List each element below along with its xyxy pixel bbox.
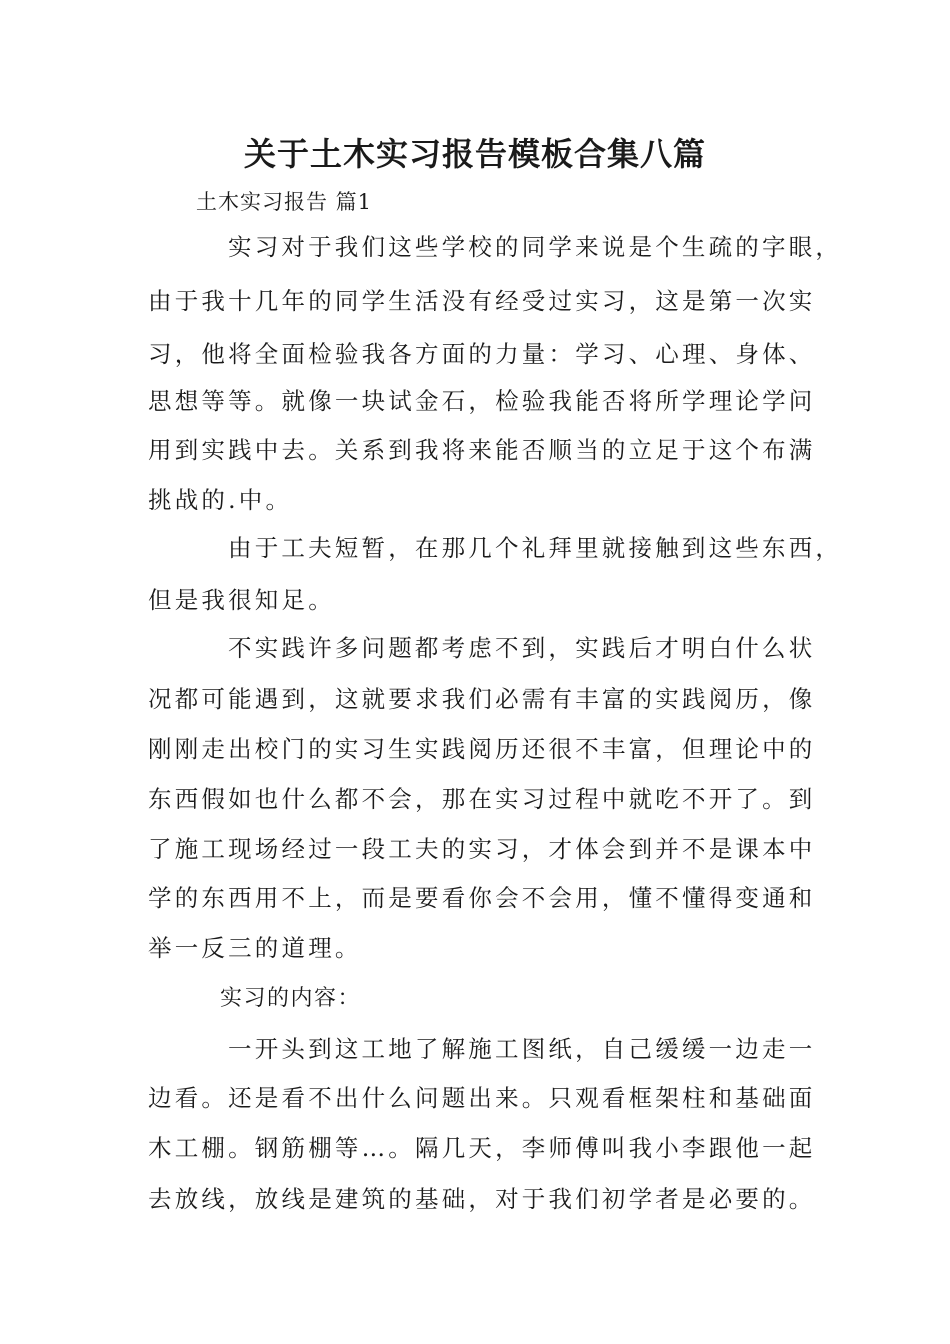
paragraph-line: 由于我十几年的同学生活没有经受过实习，这是第一次实 [148, 287, 816, 315]
paragraph-line: 去放线，放线是建筑的基础，对于我们初学者是必要的。 [148, 1185, 816, 1213]
paragraph-line: 由于工夫短暂，在那几个礼拜里就接触到这些东西， [228, 534, 843, 562]
document-title: 关于土木实习报告模板合集八篇 [243, 135, 706, 173]
paragraph-line: 况都可能遇到，这就要求我们必需有丰富的实践阅历，像 [148, 685, 816, 713]
paragraph-line: 东西假如也什么都不会，那在实习过程中就吃不开了。到 [148, 785, 816, 813]
paragraph-line: 实习的内容： [220, 986, 362, 1011]
paragraph-line: 一开头到这工地了解施工图纸，自己缓缓一边走一 [228, 1035, 816, 1063]
paragraph-line: 但是我很知足。 [148, 586, 335, 614]
paragraph-line: 了施工现场经过一段工夫的实习，才体会到并不是课本中 [148, 835, 816, 863]
section-heading: 土木实习报告 篇1 [196, 190, 373, 214]
paragraph-line: 学的东西用不上，而是要看你会不会用，懂不懂得变通和 [148, 884, 816, 912]
paragraph-line: 挑战的.中。 [148, 486, 293, 514]
paragraph-line: 刚刚走出校门的实习生实践阅历还很不丰富，但理论中的 [148, 735, 816, 763]
paragraph-line: 举一反三的道理。 [148, 934, 362, 962]
paragraph-line: 思想等等。就像一块试金石，检验我能否将所学理论学问 [148, 387, 816, 415]
paragraph-line: 边看。还是看不出什么问题出来。只观看框架柱和基础面 [148, 1084, 816, 1112]
paragraph-line: 用到实践中去。关系到我将来能否顺当的立足于这个布满 [148, 436, 816, 464]
paragraph-line: 实习对于我们这些学校的同学来说是个生疏的字眼， [228, 233, 843, 261]
paragraph-line: 习，他将全面检验我各方面的力量：学习、心理、身体、 [148, 340, 816, 368]
paragraph-line: 不实践许多问题都考虑不到，实践后才明白什么状 [228, 634, 816, 662]
paragraph-line: 木工棚。钢筋棚等…。隔几天，李师傅叫我小李跟他一起 [148, 1134, 816, 1162]
